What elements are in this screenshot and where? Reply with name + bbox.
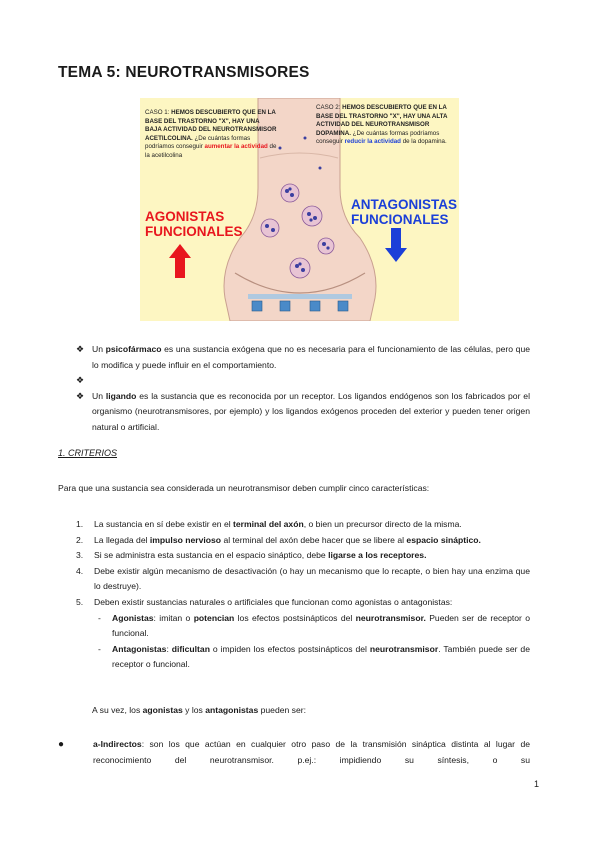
list-item: ❖ Un ligando es la sustancia que es reconocida por un receptor. Los ligandos endógenos son los fabricados por el organismo (neurotransmisores, por ejemplo) y los ligandos exógenos proceden del exterior y pueden tener origen natural o artificial. xyxy=(76,390,530,432)
agonistas-label: AGONISTAS FUNCIONALES xyxy=(145,209,243,239)
page-number: 1 xyxy=(534,779,540,789)
sub-item-agonistas: - Agonistas: imitan o potencian los efectos postsinápticos del neurotransmisor. Pueden ser de receptor o funcional. xyxy=(98,612,531,639)
sub-item-antagonistas: - Antagonistas: dificultan o impiden los efectos postsinápticos del neurotransmisor. También puede ser de receptor o funcional. xyxy=(98,643,530,670)
page-title: TEMA 5: NEUROTRANSMISORES xyxy=(58,64,310,81)
diamond-bullet-icon: ❖ xyxy=(76,390,85,401)
list-item: 4. Debe existir algún mecanismo de desactivación (o hay un mecanismo que lo recapte, o bien hay una enzima que lo destruye). xyxy=(76,565,530,592)
paragraph: A su vez, los agonistas y los antagonistas pueden ser: xyxy=(92,705,307,715)
section-title: 1. CRITERIOS xyxy=(58,448,118,458)
criteria-list xyxy=(76,517,530,673)
synapse-figure xyxy=(140,98,459,321)
caso-2-text: CASO 2: HEMOS DESCUBIERTO QUE EN LA BASE DEL TRASTORNO "X", HAY UNA ALTA ACTIVIDAD DEL NEUROTRANSMISOR DOPAMINA. ¿De cuántas formas podríamos conseguir reducir la actividad de la dopamina. xyxy=(316,104,448,146)
bullet-dot-icon: ● xyxy=(58,739,65,750)
caso-1-text: CASO 1: HEMOS DESCUBIERTO QUE EN LA BASE DEL TRASTORNO "X", HAY UNA BAJA ACTIVIDAD DEL NEUROTRANSMISOR ACETILCOLINA. ¿De cuántas formas podríamos conseguir aumentar la actividad de la acetilcolina xyxy=(145,109,277,159)
intro-text: Para que una sustancia sea considerada un neurotransmisor deben cumplir cinco características: xyxy=(58,483,430,493)
diamond-bullet-icon: ❖ xyxy=(76,344,85,354)
list-item: ❖ Un psicofármaco es una sustancia exógena que no es necesaria para el funcionamiento de las células, pero que lo modifica y puede influir en el comportamiento. xyxy=(76,344,530,370)
diamond-bullet-icon: ❖ xyxy=(76,375,85,386)
definitions-list xyxy=(76,342,530,436)
list-item: 3. Si se administra esta sustancia en el espacio sináptico, debe ligarse a los receptores. xyxy=(76,550,427,561)
list-item: 2. La llegada del impulso nervioso al terminal del axón debe hacer que se libere al espacio sináptico. xyxy=(76,534,481,545)
list-item: 1. La sustancia en sí debe existir en el terminal del axón, o bien un precursor directo de la misma. xyxy=(76,519,462,529)
list-item: 5. Deben existir sustancias naturales o artificiales que funcionan como agonistas o antagonistas: xyxy=(76,596,453,607)
list-item xyxy=(76,373,530,389)
list-item: ● a-Indirectos: son los que actúan en cualquier otro paso de la transmisión sináptica distinta al lugar de reconocimiento del neurotransmisor. p.ej.: impidiendo su síntesis, o su xyxy=(58,739,530,765)
antagonistas-label: ANTAGONISTAS FUNCIONALES xyxy=(351,197,457,227)
